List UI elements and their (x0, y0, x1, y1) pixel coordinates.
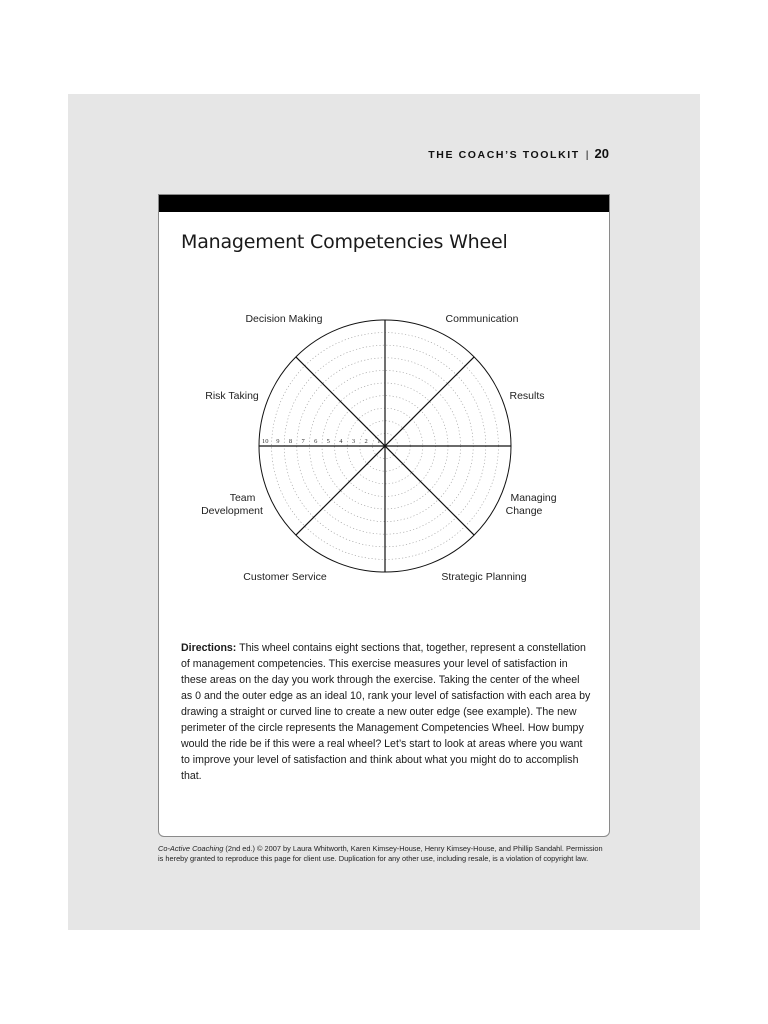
scale-tick-label: 9 (276, 438, 280, 445)
scale-tick-label: 7 (301, 438, 305, 445)
label-team-development (201, 492, 263, 517)
wheel-spokes (259, 320, 511, 572)
wheel-scale (262, 438, 380, 445)
label-managing-change (506, 492, 560, 517)
label-customer-service: Customer Service (243, 571, 327, 583)
scale-tick-label: 1 (377, 438, 381, 445)
running-head (0, 146, 609, 161)
worksheet-title: Management Competencies Wheel (181, 231, 508, 253)
label-results: Results (509, 390, 545, 402)
label-team-development-line2: Development (201, 505, 263, 517)
label-managing-change-line1: Managing (510, 492, 557, 504)
label-strategic-planning: Strategic Planning (441, 571, 527, 583)
label-team-development-line1: Team (229, 492, 256, 504)
scale-tick-label: 10 (262, 438, 269, 445)
running-head-section: THE COACH’S TOOLKIT (428, 149, 580, 161)
footer-book-title: Co-Active Coaching (158, 844, 224, 853)
footer-text: (2nd ed.) © 2007 by Laura Whitworth, Karen Kimsey-House, Henry Kimsey-House, and Phillip Sandahl. Permission is hereby granted to reproduce this page for client use. Duplication for any other use, including resale, is a violation of copyright law. (158, 844, 603, 863)
scale-tick-label: 3 (351, 438, 356, 445)
directions-text: This wheel contains eight sections that, together, represent a constellation of management competencies. This exercise measures your level of satisfaction in these areas on the day you work through the exercise. Taking the center of the wheel as 0 and the outer edge as an ideal 10, rank your level of satisfaction with each area by drawing a straight or curved line to create a new outer edge (see example). The new perimeter of the circle represents the Management Competencies Wheel. How bumpy would the ride be if this were a real wheel? Let’s start to look at areas where you want to improve your level of satisfaction and think about what you might do to accomplish that. (181, 642, 591, 782)
directions-paragraph (181, 640, 591, 784)
scale-tick-label: 4 (339, 438, 343, 445)
scale-tick-label: 8 (288, 438, 293, 445)
copyright-footer (158, 844, 608, 864)
label-decision-making: Decision Making (245, 313, 323, 325)
label-managing-change-line2: Change (505, 505, 543, 517)
worksheet-card (158, 194, 610, 837)
label-risk-taking: Risk Taking (205, 390, 259, 402)
scale-tick-label: 5 (326, 438, 330, 445)
page-number: 20 (594, 146, 609, 161)
label-communication: Communication (445, 313, 519, 325)
scale-tick-label: 2 (364, 438, 368, 445)
running-head-separator: | (585, 149, 589, 161)
directions-label: Directions: (181, 642, 237, 654)
competencies-wheel (159, 195, 609, 615)
scale-tick-label: 6 (314, 438, 318, 445)
